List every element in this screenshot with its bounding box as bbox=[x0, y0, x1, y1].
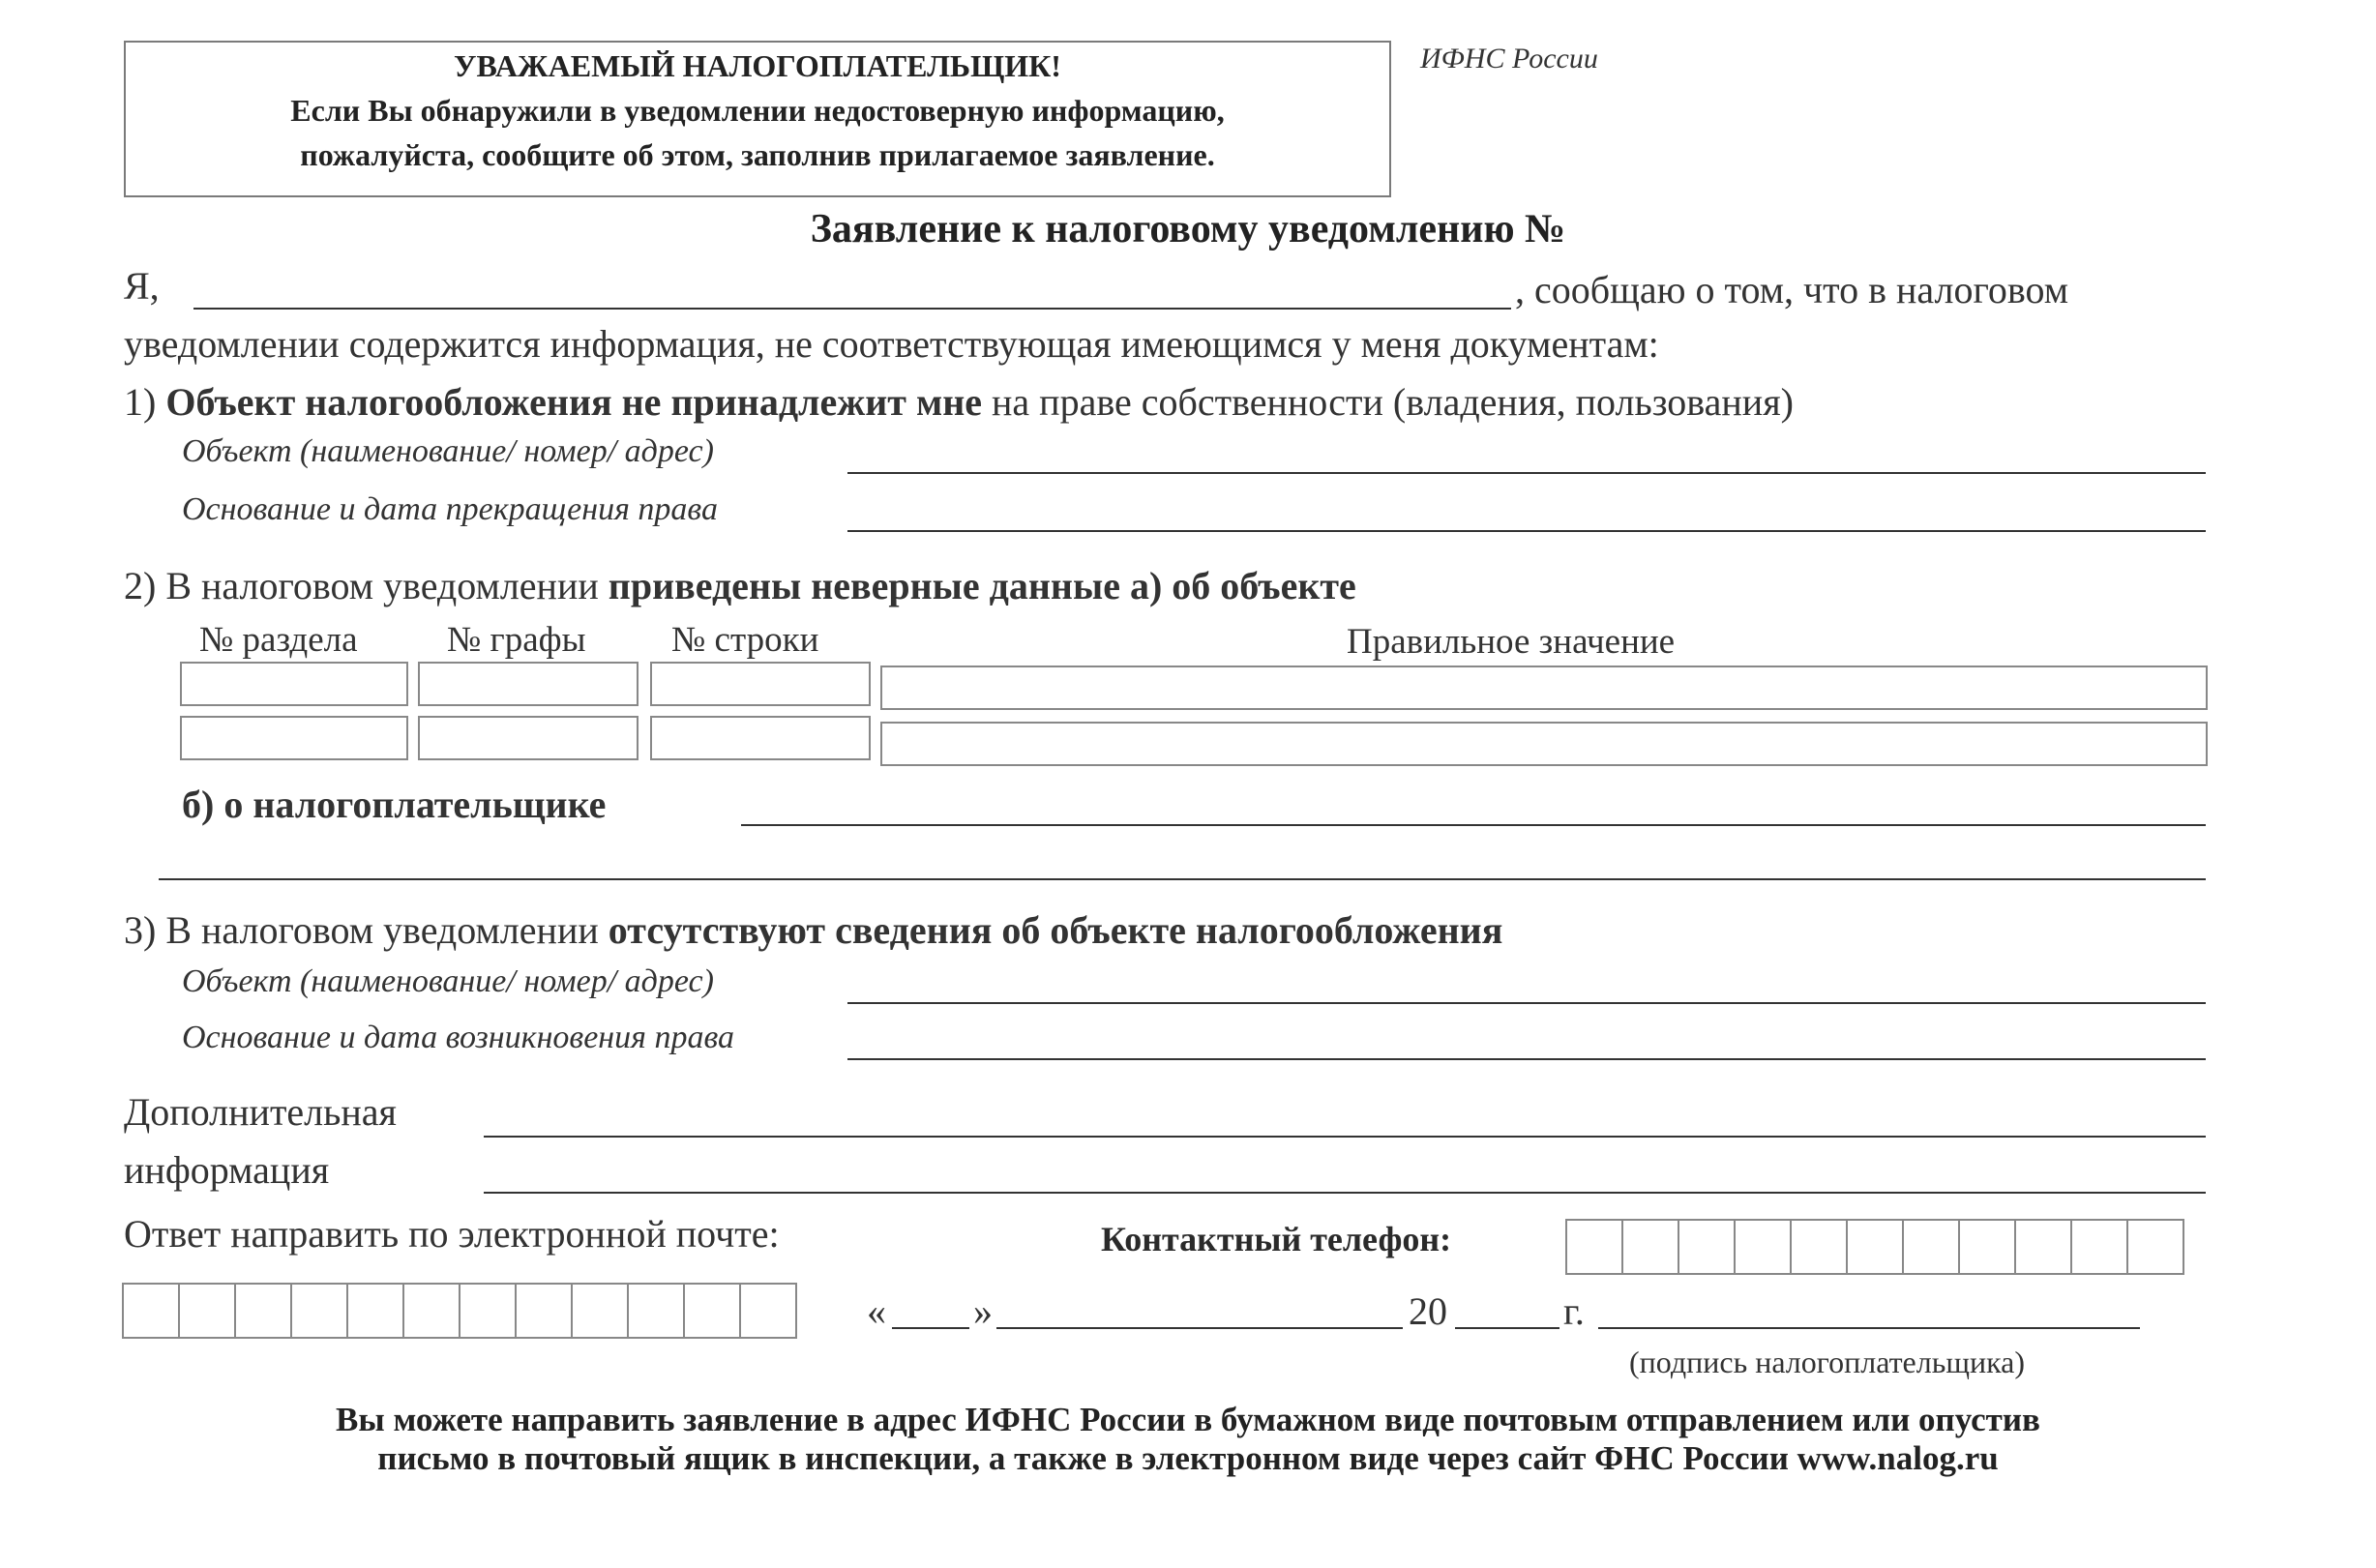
table-cell-r1-column[interactable] bbox=[418, 662, 639, 706]
notice-text-line-1: Если Вы обнаружили в уведомлении недостоверную информацию, bbox=[290, 93, 1225, 128]
phone-digit-box[interactable] bbox=[1958, 1219, 2016, 1275]
email-char-box[interactable] bbox=[683, 1283, 741, 1339]
intro-line-2: уведомлении содержится информация, не соответствующая имеющимся у меня документам: bbox=[124, 322, 1659, 366]
table-cell-r2-row[interactable] bbox=[650, 716, 871, 760]
ifns-header: ИФНС России bbox=[1420, 43, 1598, 74]
phone-label: Контактный телефон: bbox=[1101, 1220, 1452, 1258]
section-3-basis-field[interactable] bbox=[847, 1058, 2206, 1060]
section-1-number: 1) bbox=[124, 380, 157, 424]
section-3-bold: отсутствуют сведения об объекте налогообложения bbox=[608, 908, 1503, 952]
section-2-bold: приведены неверные данные а) об объекте bbox=[608, 564, 1356, 607]
table-cell-r1-value[interactable] bbox=[880, 666, 2208, 710]
email-char-box[interactable] bbox=[290, 1283, 348, 1339]
intro-tail: , сообщаю о том, что в налоговом bbox=[1515, 268, 2069, 311]
section-3-lead: В налоговом уведомлении bbox=[165, 908, 599, 952]
date-day-field[interactable] bbox=[892, 1327, 969, 1329]
section-1-bold: Объект налогообложения не принадлежит bbox=[165, 380, 906, 424]
section-3-basis-label: Основание и дата возникновения права bbox=[182, 1020, 734, 1055]
section-2-lead: В налоговом уведомлении bbox=[165, 564, 599, 607]
section-1-basis-label: Основание и дата прекращения права bbox=[182, 491, 718, 527]
col-correct-value-header: Правильное значение bbox=[1347, 622, 1676, 662]
section-2 bbox=[124, 563, 1356, 608]
email-char-box[interactable] bbox=[739, 1283, 797, 1339]
email-char-box[interactable] bbox=[234, 1283, 292, 1339]
email-label: Ответ направить по электронной почте: bbox=[124, 1212, 780, 1256]
additional-field-2[interactable] bbox=[484, 1192, 2206, 1194]
notice-box bbox=[124, 41, 1391, 197]
phone-digit-box[interactable] bbox=[2126, 1219, 2184, 1275]
notice-text-line-2: пожалуйста, сообщите об этом, заполнив прилагаемое заявление. bbox=[300, 137, 1215, 172]
section-3-number: 3) bbox=[124, 908, 157, 952]
phone-digit-box[interactable] bbox=[2070, 1219, 2128, 1275]
phone-digit-box[interactable] bbox=[1565, 1219, 1623, 1275]
table-cell-r1-row[interactable] bbox=[650, 662, 871, 706]
email-char-box[interactable] bbox=[402, 1283, 460, 1339]
section-3 bbox=[124, 907, 1502, 953]
phone-digit-box[interactable] bbox=[1902, 1219, 1960, 1275]
email-char-box[interactable] bbox=[459, 1283, 517, 1339]
table-cell-r2-section[interactable] bbox=[180, 716, 408, 760]
col-section-header: № раздела bbox=[199, 620, 358, 660]
section-1 bbox=[124, 379, 1794, 425]
signature-caption: (подпись налогоплательщика) bbox=[1629, 1345, 2025, 1379]
section-2-taxpayer-label: б) о налогоплательщике bbox=[182, 783, 607, 826]
phone-digit-box[interactable] bbox=[1846, 1219, 1904, 1275]
phone-input-boxes[interactable] bbox=[1565, 1219, 2183, 1275]
date-year-field[interactable] bbox=[1455, 1327, 1559, 1329]
date-close-quote: » bbox=[973, 1289, 993, 1333]
additional-label-1: Дополнительная bbox=[124, 1090, 397, 1134]
phone-digit-box[interactable] bbox=[1621, 1219, 1679, 1275]
section-2-taxpayer-field-2[interactable] bbox=[159, 878, 2206, 880]
email-char-box[interactable] bbox=[515, 1283, 573, 1339]
signature-field[interactable] bbox=[1598, 1327, 2140, 1329]
section-2-taxpayer-field[interactable] bbox=[741, 824, 2206, 826]
form-title: Заявление к налоговому уведомлению № bbox=[810, 207, 1566, 251]
additional-field-1[interactable] bbox=[484, 1136, 2206, 1138]
section-3-object-field[interactable] bbox=[847, 1002, 2206, 1004]
email-char-box[interactable] bbox=[571, 1283, 629, 1339]
email-char-box[interactable] bbox=[346, 1283, 404, 1339]
date-month-field[interactable] bbox=[996, 1327, 1403, 1329]
phone-digit-box[interactable] bbox=[1790, 1219, 1848, 1275]
email-input-boxes[interactable] bbox=[122, 1283, 795, 1339]
section-3-object-label: Объект (наименование/ номер/ адрес) bbox=[182, 963, 714, 999]
section-1-rest: на праве собственности (владения, пользования) bbox=[992, 380, 1794, 424]
section-1-object-label: Объект (наименование/ номер/ адрес) bbox=[182, 433, 714, 469]
intro-ya: Я, bbox=[124, 264, 160, 308]
additional-label-2: информация bbox=[124, 1148, 330, 1192]
section-1-mid: мне bbox=[915, 380, 982, 424]
col-column-header: № графы bbox=[447, 620, 586, 660]
taxpayer-name-field[interactable] bbox=[193, 308, 1511, 310]
table-cell-r2-column[interactable] bbox=[418, 716, 639, 760]
phone-digit-box[interactable] bbox=[1734, 1219, 1792, 1275]
section-1-basis-field[interactable] bbox=[847, 530, 2206, 532]
email-char-box[interactable] bbox=[178, 1283, 236, 1339]
table-cell-r1-section[interactable] bbox=[180, 662, 408, 706]
table-cell-r2-value[interactable] bbox=[880, 722, 2208, 766]
date-year-prefix: 20 bbox=[1409, 1289, 1447, 1333]
footer-line-1: Вы можете направить заявление в адрес ИФНС России в бумажном виде почтовым отправлением или опустив bbox=[336, 1401, 2040, 1438]
section-1-object-field[interactable] bbox=[847, 472, 2206, 474]
phone-digit-box[interactable] bbox=[2014, 1219, 2072, 1275]
section-2-number: 2) bbox=[124, 564, 157, 607]
date-year-suffix: г. bbox=[1563, 1289, 1585, 1333]
col-row-header: № строки bbox=[671, 620, 819, 660]
footer-line-2: письмо в почтовый ящик в инспекции, а также в электронном виде через сайт ФНС России www.nalog.ru bbox=[377, 1439, 1999, 1477]
email-char-box[interactable] bbox=[122, 1283, 180, 1339]
notice-heading: УВАЖАЕМЫЙ НАЛОГОПЛАТЕЛЬЩИК! bbox=[454, 48, 1061, 83]
email-char-box[interactable] bbox=[627, 1283, 685, 1339]
phone-digit-box[interactable] bbox=[1678, 1219, 1736, 1275]
date-open-quote: « bbox=[867, 1289, 886, 1333]
